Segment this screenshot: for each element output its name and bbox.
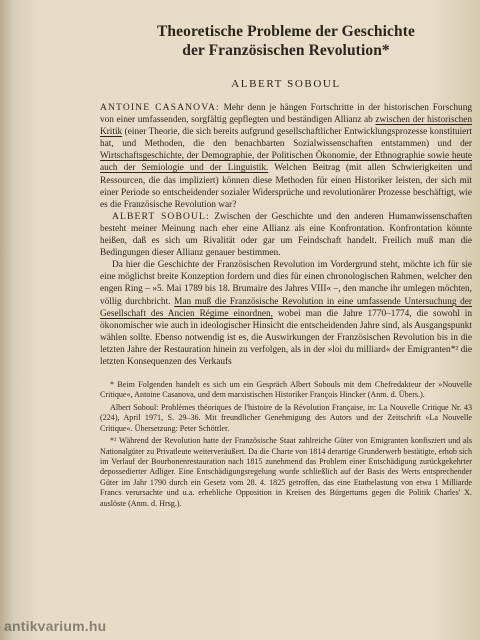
paragraph-1-text-c: Welchen Beitrag (mit allen Schwierigkeiten und Ressourcen, die das impliziert) können diese Methoden für einen Historiker leisten, der sich mit einer Periode so entscheidender sozialer Widersprüche und revolutionärer Prozesse beschäftigt, wie es die Französische Revolution war? (100, 163, 472, 210)
paragraph-3 (100, 259, 472, 368)
author-name: ALBERT SOBOUL (231, 78, 341, 90)
title-line-1: Theoretische Probleme der Geschichte (156, 23, 415, 40)
paragraph-3-text-b: wobei man die Jahre 1770–1774, die sowohl in ökonomischer wie auch in ideologischer Hinsicht die entscheidenden Jahre sind, als Ausgangspunkt wählen sollte. Ebenso notwendig ist es, die Auswirkungen der Französischen Revolution bis in die letzten Jahre der Restauration hinein zu verfolgen, als in der »loi du milliard« der Emigranten*² die letzten Konsequenzen des Verkaufs (100, 308, 473, 367)
paragraph-1-text-a: Mehr denn je hängen Fortschritte in der historischen Forschung von einer umfassenden, sorgfältig gepflegten und beständigen Allianz ab (100, 103, 472, 126)
paragraph-1 (100, 102, 472, 211)
paragraph-2-text: Zwischen der Geschichte und den anderen Humanwissenschaften besteht meiner Meinung nach eher eine Allianz als eine Konfrontation. Konfrontation könnte heißen, daß es sich um Rivalität oder gar um Feindschaft handelt. Freilich muß man die Bedingungen dieser Allianz genauer bestimmen. (100, 211, 472, 259)
underlined-phrase-1: zwischen der historischen Kritik (100, 115, 472, 138)
article-body (100, 102, 472, 368)
footnote-3: *² Während der Revolution hatte der Französische Staat zahlreiche Güter von Emigranten konfisziert und als Nationalgüter zu Privatleute weiterveräußert. Da die Charte von 1814 derartige Grunderwerb bestätigte, erhob sich im Verlauf der Bourbonenrestauration nach 1815 zunehmend das Problem einer Entschädigung zurückgekehrter depossedierter Adliger. Eine Entschädigungsregelung wurde schließlich auf der Basis des Werts entsprechender Güter im Jahr 1790 durch ein Gesetz vom 28. 4. 1825 getroffen, das eine Etatbelastung von etwa 1 Milliarde Francs verursachte und u.a. erhebliche Opposition in Kreisen des Bürgertums gegen die Politik Charles' X. auslöste (Anm. d. Hrsg.). (100, 436, 472, 508)
watermark: antikvarium.hu (4, 618, 107, 634)
underlined-phrase-3: Man muß die Französische Revolution in eine umfassende Untersuchung der Gesellschaft des Ancien Régime einordnen, (100, 296, 472, 319)
article-title (100, 22, 472, 60)
speaker-casanova: ANTOINE CASANOVA: (100, 102, 220, 113)
speaker-soboul: ALBERT SOBOUL: (112, 210, 210, 222)
paragraph-2 (100, 211, 472, 259)
paragraph-1-text-b: (einer Theorie, die sich bereits aufgrund gesellschaftlicher Entwicklungsprozesse konstituiert hat, und Methoden, die den benachbarten Sozialwissenschaften entstammen) und der (100, 127, 472, 150)
footnote-1: * Beim Folgenden handelt es sich um ein Gespräch Albert Sobouls mit dem Chefredakteur der »Nouvelle Critique«, Antoine Casanova, und dem marxistischen Historiker François Hincker (Anm. d. Übers.). (100, 380, 472, 400)
underlined-phrase-2: Wirtschaftsgeschichte, der Demographie, der Politischen Ökonomie, der Ethnographie sowie heute auch der Semiologie und der Linguistik. (100, 151, 472, 174)
footnotes (100, 380, 472, 509)
paragraph-3-text-a: Da hier die Geschichte der Französischen Revolution im Vordergrund steht, möchte ich für sie eine möglichst breite Konzeption fordern und dies für einen chronologischen Rahmen, welcher den engen Ring – »5. Mai 1789 bis 18. Brumaire des Jahres VIII« –, den manche ihr umlegen möchten, völlig durchbricht. (100, 260, 472, 307)
footnote-2: Albert Soboul: Problèmes théoriques de l'histoire de la Révolution Française, in: La Nouvelle Critique Nr. 43 (224), April 1971, S. 29–36. Mit freundlicher Genehmigung des Autors und der Zeitschrift »La Nouvelle Critique«. Übersetzung: Peter Schöttler. (100, 402, 472, 433)
page-content (100, 22, 472, 509)
title-line-2: der Französischen Revolution* (182, 42, 390, 59)
